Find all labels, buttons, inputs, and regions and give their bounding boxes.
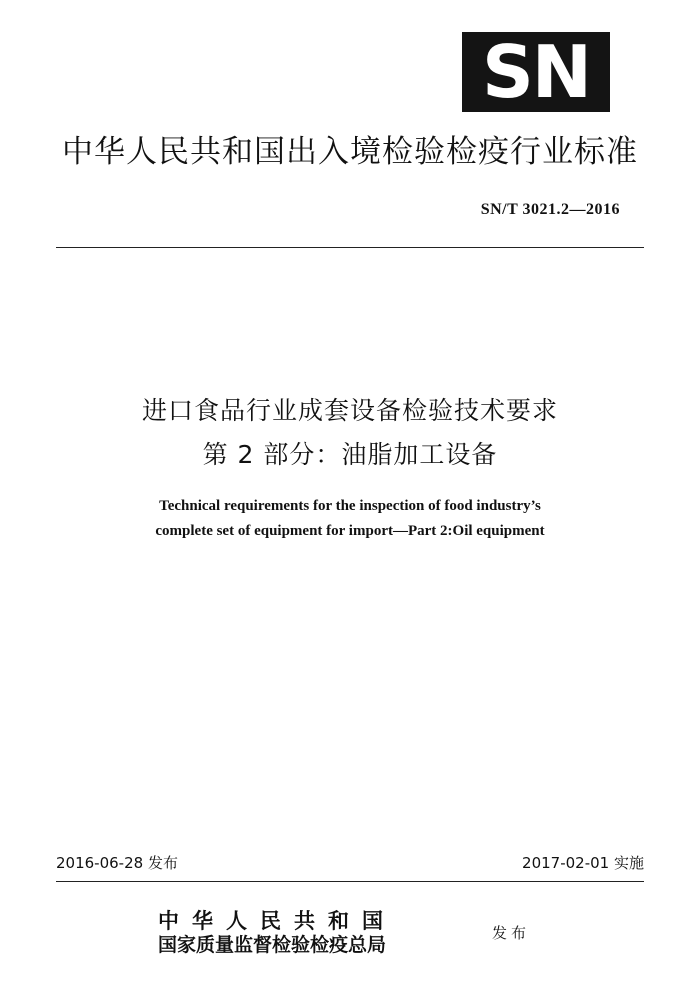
bottom-divider [56,881,644,882]
implementation-date: 2017-02-01 实施 [522,854,644,872]
top-divider [56,247,644,248]
issuer-country: 中华人民共和国 [158,908,396,933]
organization-title: 中华人民共和国出入境检验检疫行业标准 [62,134,638,170]
title-english-line1: Technical requirements for the inspection of food industry’s [159,498,541,514]
title-chinese-line1: 进口食品行业成套设备检验技术要求 [141,396,558,425]
publish-label: 发布 [492,924,531,942]
title-chinese-line2: 第 2 部分：油脂加工设备 [202,440,498,469]
sn-logo: SN [462,32,610,112]
title-english-line2: complete set of equipment for import—Part 2:Oil equipment [155,523,545,539]
standard-number: SN/T 3021.2—2016 [480,201,620,218]
issue-date: 2016-06-28 发布 [56,854,178,872]
title-english [40,494,660,544]
issuer-agency: 国家质量监督检验检疫总局 [158,934,387,956]
